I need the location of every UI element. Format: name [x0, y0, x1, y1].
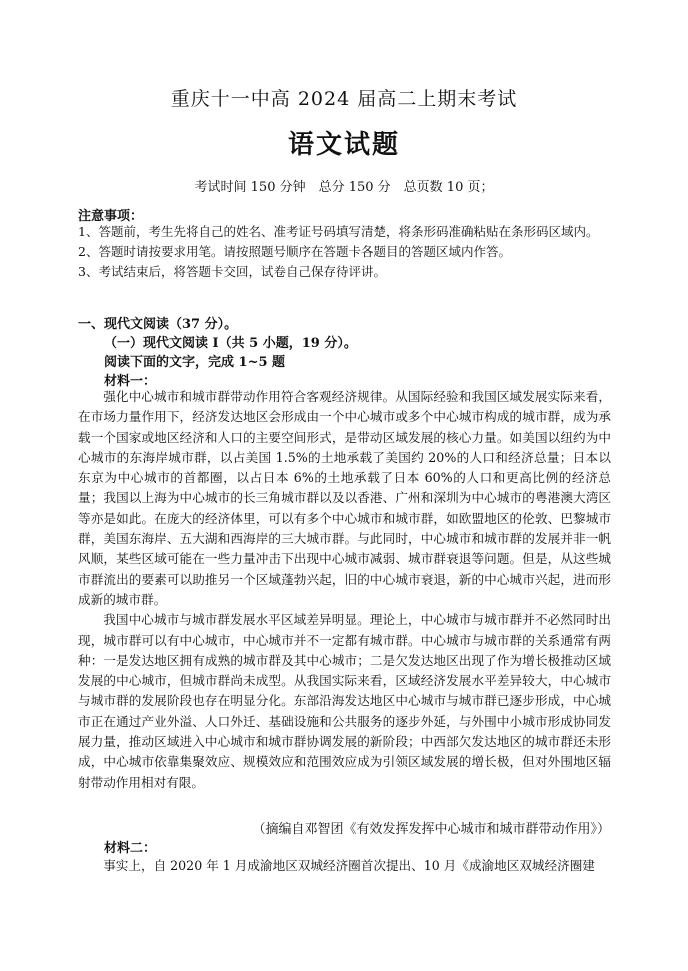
subject-title: 语文试题: [287, 130, 400, 160]
material-2-label: 材料二：: [104, 841, 157, 856]
section-heading: 一、现代文阅读（37 分）。: [78, 317, 238, 332]
notices-list: [78, 222, 611, 282]
material-1-source: （摘编自邓智团《有效发挥发挥中心城市和城市群带动作用》）: [252, 822, 610, 837]
paragraph: 事实上，自 2020 年 1 月成渝地区双城经济圈首次提出、10 月《成渝地区双城经济圈建: [103, 858, 595, 873]
material-1-label: 材料一：: [104, 374, 157, 389]
exam-meta: 考试时间 150 分钟 总分 150 分 总页数 10 页；: [194, 180, 494, 195]
paragraph: 强化中心城市和城市群带动作用符合客观经济规律。从国际经验和我国区域发展实际来看，在市场力量作用下，经济发达地区会形成由一个中心城市或多个中心城市构成的城市群，成为承载一个国家或地区经济和人口的主要空间形式，是带动区域发展的核心力量。如美国以纽约为中心城市的东海岸城市群，以占美国 1.5%的土地承载了美国约 20%的人口和经济总量；日本以东京为中心城市的首都圈，以占日本 6%的土地承载了日本 60%的人口和更高比例的经济总量；我国以上海为中心城市的长三角城市群以及以香港、广州和深圳为中心城市的粤港澳大湾区等亦是如此。在庞大的经济体里，可以有多个中心城市和城市群，如欧盟地区的伦敦、巴黎城市群，美国东海岸、五大湖和西海岸的三大城市群。与此同时，中心城市和城市群的发展并非一帆风顺，某些区域可能在一些力量冲击下出现中心城市减弱、城市群衰退等问题。但是，从这些城市群流出的要素可以助推另一个区域蓬勃兴起，旧的中心城市衰退，新的中心城市兴起，进而形成新的城市群。: [78, 389, 611, 607]
notices-heading: 注意事项：: [78, 209, 144, 224]
notice-item: 2、答题时请按要求用笔。请按照题号顺序在答题卡各题目的答题区域内作答。: [78, 244, 511, 259]
notice-item: 3、考试结束后，将答题卡交回，试卷自己保存待评讲。: [78, 264, 386, 279]
subsection-heading: （一）现代文阅读 I（共 5 小题，19 分）。: [104, 336, 357, 351]
material-1-body: [78, 387, 611, 793]
paragraph: 我国中心城市与城市群发展水平区域差异明显。理论上，中心城市与城市群并不必然同时出现，城市群可以有中心城市，中心城市并不一定都有城市群。中心城市与城市群的关系通常有两种：一是发达地区拥有成熟的城市群及其中心城市；二是欠发达地区出现了作为增长极推动区域发展的中心城市，但城市群尚未成型。从我国实际来看，区域经济发展水平差异较大，中心城市与城市群的发展阶段也存在明显分化。东部沿海发达地区中心城市与城市群已逐步形成，中心城市正在通过产业外溢、人口外迁、基础设施和公共服务的逐步外延，与外围中小城市形成协同发展力量，推动区域进入中心城市和城市群协调发展的新阶段；中西部欠发达地区的城市群还未形成，中心城市依靠集聚效应、规模效应和范围效应成为引领区域发展的增长极，但对外围地区辐射带动作用相对有限。: [78, 612, 611, 790]
material-2-body: [78, 856, 611, 876]
notice-item: 1、答题前，考生先将自己的姓名、准考证号码填写清楚，将条形码准确粘贴在条形码区域内。: [78, 224, 599, 239]
exam-title: 重庆十一中高 2024 届高二上期末考试: [170, 88, 518, 110]
reading-instruction: 阅读下面的文字，完成 1~5 题: [104, 355, 286, 370]
